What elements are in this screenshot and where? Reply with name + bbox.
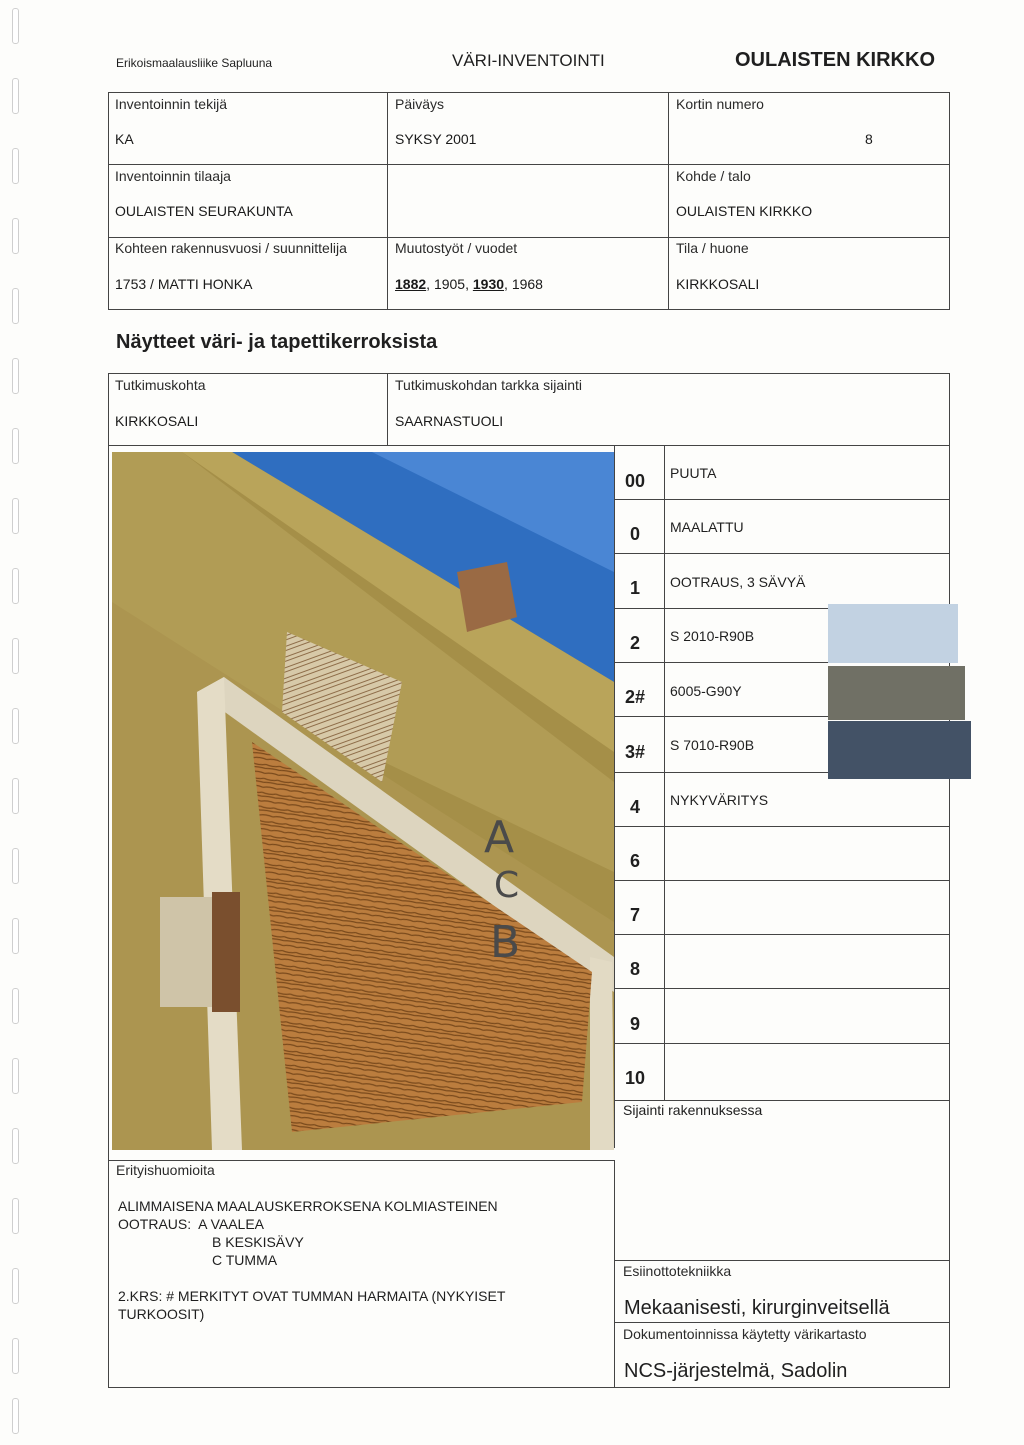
location-in-building-label: Sijainti rakennuksessa (623, 1102, 763, 1118)
remarks-label: Erityishuomioita (116, 1162, 215, 1178)
inventor-label: Inventoinnin tekijä (115, 96, 228, 112)
color-swatch-grey-green (828, 666, 965, 720)
card-number-value: 8 (865, 131, 873, 147)
layer-num: 7 (629, 905, 640, 925)
layer-num: 10 (624, 1068, 646, 1088)
documentation-value: NCS-järjestelmä, Sadolin (624, 1360, 848, 1382)
layer-num: 0 (629, 524, 640, 544)
built-label: Kohteen rakennusvuosi / suunnittelija (115, 240, 347, 256)
remarks-line: C TUMMA (212, 1252, 278, 1268)
remarks-line: TURKOOSIT) (118, 1306, 205, 1322)
color-swatch-light-blue (828, 604, 958, 663)
room-label: Tila / huone (676, 240, 749, 256)
layer-text: 6005-G90Y (670, 683, 742, 699)
layer-num: 4 (629, 797, 640, 817)
client-value: OULAISTEN SEURAKUNTA (115, 203, 293, 219)
layer-num: 6 (629, 851, 640, 871)
layer-text: PUUTA (670, 465, 717, 481)
photo-mark-a: A (484, 812, 515, 863)
document-title: VÄRI-INVENTOINTI (452, 51, 605, 70)
room-value: KIRKKOSALI (676, 276, 760, 292)
photo-mark-c: C (494, 865, 520, 906)
change-year-1: 1882 (395, 276, 427, 292)
layer-num: 2 (629, 633, 640, 653)
company-name: Erikoismaalausliike Sapluuna (116, 56, 273, 70)
technique-label: Esiinottotekniikka (623, 1263, 732, 1279)
built-value: 1753 / MATTI HONKA (115, 276, 253, 292)
layer-text: OOTRAUS, 3 SÄVYÄ (670, 574, 806, 590)
change-year-4: 1968 (511, 276, 543, 292)
section-title: Näytteet väri- ja tapettikerroksista (116, 331, 438, 353)
layer-text: NYKYVÄRITYS (670, 792, 769, 808)
inventor-value: KA (115, 131, 134, 147)
layer-text: MAALATTU (670, 519, 744, 535)
changes-years: 1882, 1905, 1930, 1968 (395, 276, 543, 292)
client-label: Inventoinnin tilaaja (115, 168, 231, 184)
layer-num: 00 (624, 471, 646, 491)
changes-label: Muutostyöt / vuodet (395, 240, 518, 256)
photo-mark-b: B (490, 917, 521, 968)
layer-num: 8 (629, 959, 640, 979)
remarks-line: B KESKISÄVY (212, 1234, 304, 1250)
layer-text: S 2010-R90B (670, 628, 755, 644)
remarks-line: OOTRAUS: A VAALEA (118, 1216, 265, 1232)
card-number-label: Kortin numero (676, 96, 764, 112)
layer-text: S 7010-R90B (670, 737, 755, 753)
remarks-line: ALIMMAISENA MAALAUSKERROKSENA KOLMIASTEINEN (118, 1198, 498, 1214)
color-swatch-dark-blue-grey (828, 721, 971, 779)
documentation-label: Dokumentoinnissa käytetty värikartasto (623, 1326, 867, 1342)
technique-value: Mekaanisesti, kirurginveitsellä (624, 1297, 890, 1319)
sample-photo (112, 452, 614, 1150)
date-label: Päiväys (395, 96, 445, 112)
research-location-value: SAARNASTUOLI (395, 413, 504, 429)
change-year-2: 1905 (433, 276, 466, 292)
layer-num: 3# (624, 742, 646, 762)
layer-num: 1 (629, 578, 640, 598)
research-point-value: KIRKKOSALI (115, 413, 199, 429)
church-title: OULAISTEN KIRKKO (735, 49, 935, 71)
change-year-3: 1930 (472, 276, 505, 292)
research-point-label: Tutkimuskohta (115, 377, 206, 393)
object-label: Kohde / talo (676, 168, 751, 184)
object-value: OULAISTEN KIRKKO (676, 203, 813, 219)
remarks-line: 2.KRS: # MERKITYT OVAT TUMMAN HARMAITA (NYKYISET (118, 1288, 506, 1304)
layer-num: 9 (629, 1014, 640, 1034)
layer-num: 2# (624, 687, 646, 707)
research-location-label: Tutkimuskohdan tarkka sijainti (395, 377, 583, 393)
date-value: SYKSY 2001 (395, 131, 477, 147)
